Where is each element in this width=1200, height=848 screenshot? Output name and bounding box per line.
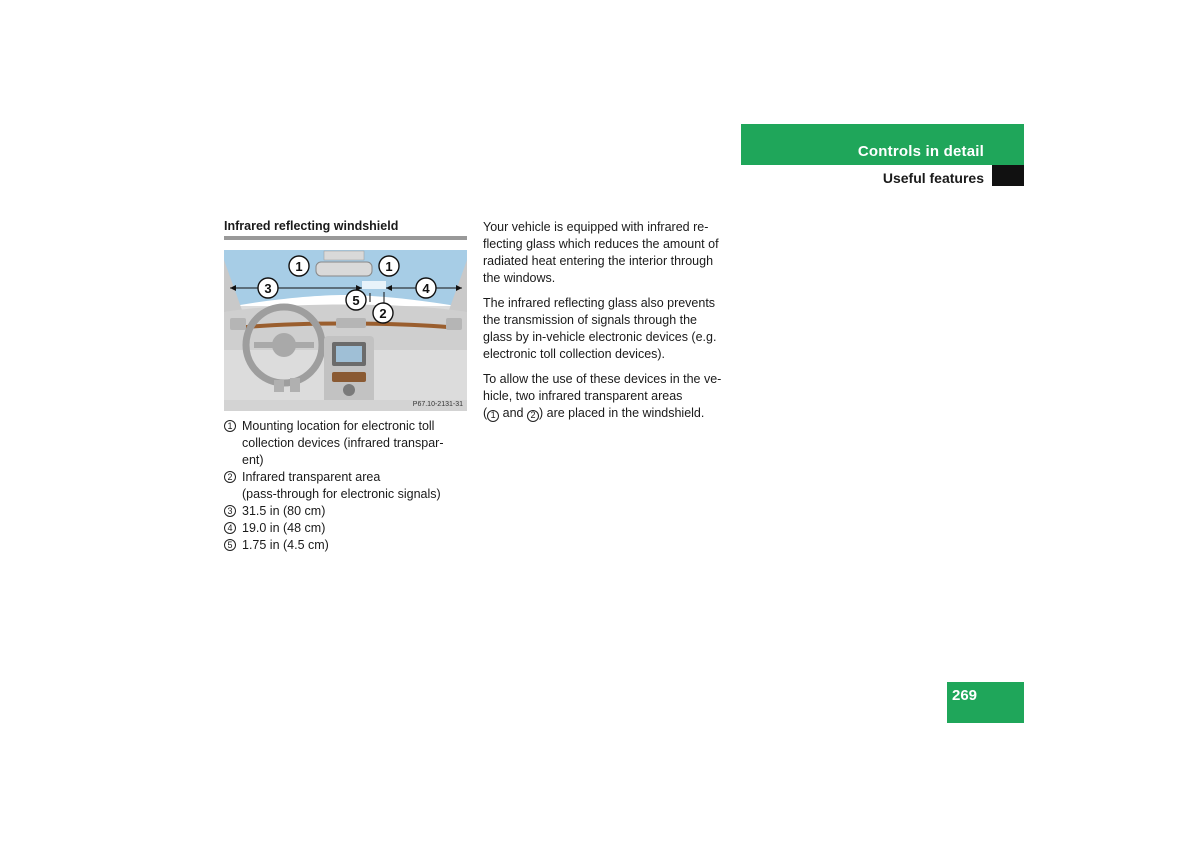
inline-number: 2 bbox=[527, 410, 539, 422]
paragraph-3 bbox=[483, 371, 733, 422]
legend-line: 19.0 in (48 cm) bbox=[242, 521, 326, 535]
text-fragment: ( bbox=[483, 406, 488, 420]
text-line bbox=[483, 405, 733, 422]
text-fragment: and bbox=[499, 406, 527, 420]
paragraph-2 bbox=[483, 295, 733, 363]
callout-2 bbox=[373, 303, 393, 323]
legend-number: 2 bbox=[224, 471, 236, 483]
windshield-figure bbox=[224, 250, 467, 411]
legend-number: 3 bbox=[224, 505, 236, 517]
legend-item bbox=[224, 418, 469, 469]
callout-1a bbox=[289, 256, 309, 276]
callout-2-label: 2 bbox=[379, 306, 387, 321]
text-line: To allow the use of these devices in the ve- bbox=[483, 372, 722, 386]
heading-rule bbox=[224, 236, 467, 240]
callout-4-label: 4 bbox=[422, 281, 430, 296]
legend-line: collection devices (infrared transpar- bbox=[242, 436, 444, 450]
callout-3 bbox=[258, 278, 278, 298]
callout-4 bbox=[416, 278, 436, 298]
text-fragment: ) are placed in the windshield. bbox=[538, 406, 705, 420]
paragraph-1 bbox=[483, 219, 733, 287]
callout-5-label: 5 bbox=[352, 293, 360, 308]
legend-line: Mounting location for electronic toll bbox=[242, 419, 435, 433]
text-line: the windows. bbox=[483, 271, 556, 285]
text-line: glass by in-vehicle electronic devices (e.g. bbox=[483, 330, 717, 344]
section-title-header: Controls in detail bbox=[857, 143, 984, 160]
legend-number: 1 bbox=[224, 420, 236, 432]
legend-line: (pass-through for electronic signals) bbox=[242, 487, 441, 501]
page-number: 269 bbox=[947, 682, 1024, 723]
legend-item bbox=[224, 469, 469, 503]
page-section-heading: Infrared reflecting windshield bbox=[224, 219, 399, 233]
legend-number: 4 bbox=[224, 522, 236, 534]
text-line: hicle, two infrared transparent areas bbox=[483, 389, 683, 403]
text-line: Your vehicle is equipped with infrared re- bbox=[483, 220, 709, 234]
callout-5 bbox=[346, 290, 366, 310]
legend-number: 5 bbox=[224, 539, 236, 551]
legend-item bbox=[224, 503, 469, 520]
callout-3-label: 3 bbox=[264, 281, 272, 296]
body-text bbox=[483, 219, 733, 430]
windshield-illustration bbox=[224, 250, 467, 411]
text-line: electronic toll collection devices). bbox=[483, 347, 666, 361]
legend-item bbox=[224, 537, 469, 554]
subsection-title: Useful features bbox=[882, 170, 984, 186]
text-line: radiated heat entering the interior through bbox=[483, 254, 714, 268]
legend-item bbox=[224, 520, 469, 537]
figure-code: P67.10-2131-31 bbox=[412, 401, 463, 408]
text-line: the transmission of signals through the bbox=[483, 313, 698, 327]
header-band bbox=[741, 124, 1024, 165]
inline-number: 1 bbox=[487, 410, 499, 422]
callout-1b bbox=[379, 256, 399, 276]
text-line: The infrared reflecting glass also prevents bbox=[483, 296, 716, 310]
header-black-tab bbox=[992, 165, 1024, 186]
legend-line: ent) bbox=[242, 453, 264, 467]
callout-1b-label: 1 bbox=[385, 259, 393, 274]
legend-line: Infrared transparent area bbox=[242, 470, 381, 484]
text-line: flecting glass which reduces the amount of bbox=[483, 237, 719, 251]
legend-line: 31.5 in (80 cm) bbox=[242, 504, 326, 518]
legend-line: 1.75 in (4.5 cm) bbox=[242, 538, 329, 552]
callout-1a-label: 1 bbox=[295, 259, 303, 274]
figure-legend bbox=[224, 418, 469, 554]
